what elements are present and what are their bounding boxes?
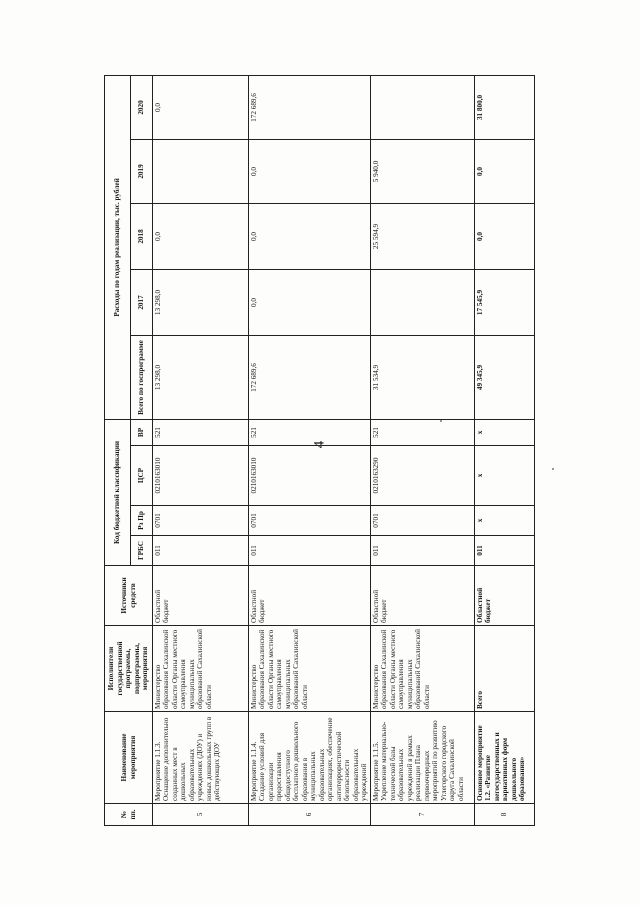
row-csr: 0210163010 [153,446,249,506]
row-sources: Областной бюджет [249,566,371,626]
row-total: 49 345,9 [474,335,534,419]
row-2020 [370,75,474,139]
row-vr: 521 [249,419,371,445]
row-vr: 521 [153,419,249,445]
scan-speck [552,468,554,470]
row-executors: Всего [474,626,534,712]
page-number: 4 [311,440,328,449]
row-sources: Областной бюджет [474,566,534,626]
budget-table-sheet [104,76,536,826]
row-num: 8 [474,804,534,826]
row-name: Основное мероприятие 1.2. «Развитие негосударственных и вариативных форм дошкольного образования» [474,712,534,804]
header-total: Всего по госпрограмме [131,335,153,419]
row-rzpr: 0701 [249,506,371,536]
row-rzpr: 0701 [370,506,474,536]
rotated-table-area [90,58,550,838]
row-sources: Областной бюджет [370,566,474,626]
header-csr: ЦСР [131,446,153,506]
row-2018: 0,0 [249,203,371,269]
row-2019: 5 940,0 [370,139,474,203]
row-2019: 0,0 [249,139,371,203]
row-2018: 0,0 [474,203,534,269]
row-total: 31 534,9 [370,335,474,419]
row-2017 [370,269,474,335]
header-budget-code: Код бюджетной классификации [105,419,131,565]
table-row [474,75,534,825]
row-grbs: 011 [249,536,371,566]
row-num: 7 [370,804,474,826]
row-2017: 17 545,9 [474,269,534,335]
row-2019: 0,0 [474,139,534,203]
row-2018: 25 594,9 [370,203,474,269]
row-total: 13 298,0 [153,335,249,419]
row-2017: 0,0 [249,269,371,335]
row-executors: Министерство образования Сахалинской области Органы местного самоуправления муниципальных образований Сахалинской области [153,626,249,712]
header-expenses: Расходы по годам реализации, тыс. рублей [105,75,131,419]
header-name: Наименование мероприятия [105,712,153,804]
row-2020: 0,0 [153,75,249,139]
row-name: Мероприятие 1.1.5. Укрепление материально-технической базы образовательных учреждений в рамках реализации Плана первоочередных мероприятий по развитию Углегорского городского округа Сахалинской области [370,712,474,804]
row-2018: 0,0 [153,203,249,269]
header-rzpr: Рз Пр [131,506,153,536]
table-row [249,75,371,825]
table-row [153,75,249,825]
header-executors: Исполнители государственной программы, подпрограммы, мероприятия [105,626,153,712]
row-executors: Министерство образования Сахалинской области Органы местного самоуправления муниципальных образований Сахалинской области [370,626,474,712]
row-sources: Областной бюджет [153,566,249,626]
row-csr: 0210163010 [249,446,371,506]
row-name: Мероприятие 1.1.3. Оснащение дополнительно созданных мест в дошкольных образовательных учреждениях (ДОУ) и новых дошкольных групп в действующих ДОУ [153,712,249,804]
row-2020: 31 800,0 [474,75,534,139]
budget-table [104,75,535,826]
table-row [370,75,474,825]
header-2017: 2017 [131,269,153,335]
row-csr: x [474,446,534,506]
row-num: 5 [153,804,249,826]
header-2018: 2018 [131,203,153,269]
row-grbs: 011 [370,536,474,566]
row-2017: 13 298,0 [153,269,249,335]
row-vr: 521 [370,419,474,445]
row-csr: 0210163290 [370,446,474,506]
header-grbs: ГРБС [131,536,153,566]
header-sources: Источники средств [105,566,153,626]
row-name: Мероприятие 1.1.4. Создание условий для организации предоставления общедоступного бесплатного дошкольного образования в муниципальных образовательных организациях, обеспечение антитеррористической безопасности образовательных учреждений [249,712,371,804]
row-rzpr: 0701 [153,506,249,536]
row-vr: x [474,419,534,445]
header-2019: 2019 [131,139,153,203]
row-grbs: 011 [153,536,249,566]
header-vr: ВР [131,419,153,445]
row-total: 172 689,6 [249,335,371,419]
row-executors: Министерство образования Сахалинской области Органы местного самоуправления муниципальных образований Сахалинской области [249,626,371,712]
row-rzpr: x [474,506,534,536]
header-2020: 2020 [131,75,153,139]
header-num: № пп. [105,804,153,826]
row-2019 [153,139,249,203]
row-num: 6 [249,804,371,826]
row-2020: 172 689,6 [249,75,371,139]
row-grbs: 011 [474,536,534,566]
